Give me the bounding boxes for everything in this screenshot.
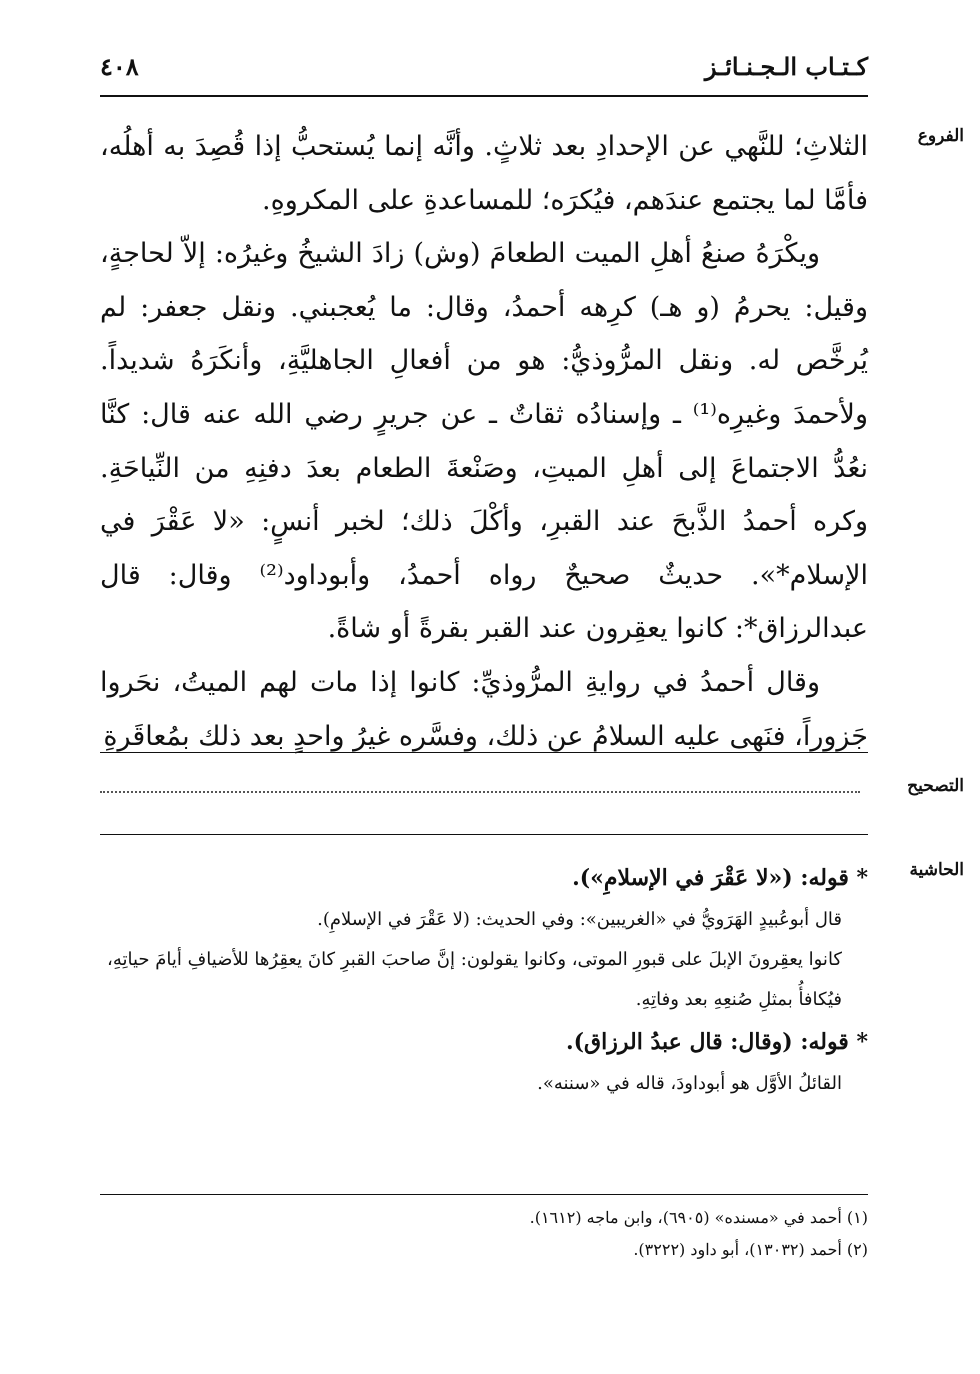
hashia-quote-1: * قوله: («لا عَقْرَ في الإسلامِ»).: [572, 865, 868, 891]
tashih-dotted-line: [100, 791, 860, 793]
hashia-quote-2: * قوله: (وقال: قال عبدُ الرزاق).: [565, 1029, 868, 1055]
hashia-text-1: قال أبوعُبيدٍ الهَرَويُّ في «الغريبين»: وفي الحديث: (لا عَقْرَ في الإسلامِ).: [317, 909, 842, 930]
page-number: ٤٠٨: [100, 52, 139, 81]
footnotes: [100, 1202, 868, 1266]
header-rule: [100, 95, 868, 97]
section-rule-bottom: [100, 834, 868, 835]
footnote-2: (٢) أحمد (١٣٠٣٢)، أبو داود (٣٢٢٢).: [633, 1240, 868, 1259]
label-tashih: التصحيح: [907, 776, 964, 796]
main-paragraph-2: ويكْرَهُ صنعُ أهلِ الميت الطعامَ (وش) زادَ الشيخُ وغيرُه: إلاّ لحاجةٍ، وقيل: يحرمُ (و هـ) كرِهه أحمدُ، وقال: ما يُعجبني. ونقل جعفر: لم يُرخَّص له. ونقل المرُّوذيُّ: هو من أفعالِ الجاهليَّةِ، وأنكَرَهُ شديداً. ولأحمدَ وغيرِه⁽¹⁾ ـ وإسنادُه ثقاتٌ ـ عن جريرٍ رضي الله عنه قال: كنَّا نعُدُّ الاجتماعَ إلى أهلِ الميتِ، وصَنْعةَ الطعام بعدَ دفنِهِ من النِّياحَةِ. وكره أحمدُ الذَّبحَ عند القبرِ، وأكْلَ ذلك؛ لخبر أنسٍ: «لا عَقْرَ في الإسلام*». حديثٌ صحيحٌ رواه أحمدُ، وأبوداود⁽²⁾ وقال: قال عبدالرزاق*: كانوا يعقِرون عند القبر بقرةً أو شاةً.: [100, 238, 868, 645]
main-paragraph-1: الثلاثِ؛ للنَّهي عن الإحدادِ بعد ثلاثٍ. وأنَّه إنما يُستحبُّ إذا قُصِدَ به أهلُه، فأمَّا لما يجتمع عندَهم، فيُكرَه؛ للمساعدةِ على المكروهِ.: [100, 131, 868, 216]
footnote-1: (١) أحمد في «مسنده» (٦٩٠٥)، وابن ماجه (١٦١٢).: [529, 1208, 868, 1227]
hashia-text-2: كانوا يعقِرونَ الإبلَ على قبورِ الموتى، وكانوا يقولون: إنَّ صاحبَ القبرِ كانَ يعقِرُها للأضيافِ أيامَ حياتِهِ، فيُكافأُ بمثلِ صُنعِهِ بعد وفاتِهِ.: [107, 949, 842, 1010]
footnote-rule: [100, 1194, 868, 1195]
hashia-block: [100, 856, 868, 1104]
page-header: [100, 52, 868, 92]
main-paragraph-3: وقال أحمدُ في روايةِ المرُّوذيِّ: كانوا إذا مات لهم الميتُ، نحَروا جَزوراً، فنَهى عليه السلامُ عن ذلك، وفسَّره غيرُ واحدٍ بعد ذلك بمُعاقَرةِ: [100, 666, 868, 752]
label-furu: الفروع: [917, 126, 964, 146]
chapter-title: كـتـاب الـجـنـائـز: [704, 52, 868, 81]
main-text: [100, 120, 868, 763]
section-rule-top: [100, 752, 868, 753]
label-hashia: الحاشية: [909, 860, 964, 880]
hashia-text-3: القائلُ الأوَّل هو أبوداودَ، قاله في «سننه».: [537, 1073, 842, 1094]
